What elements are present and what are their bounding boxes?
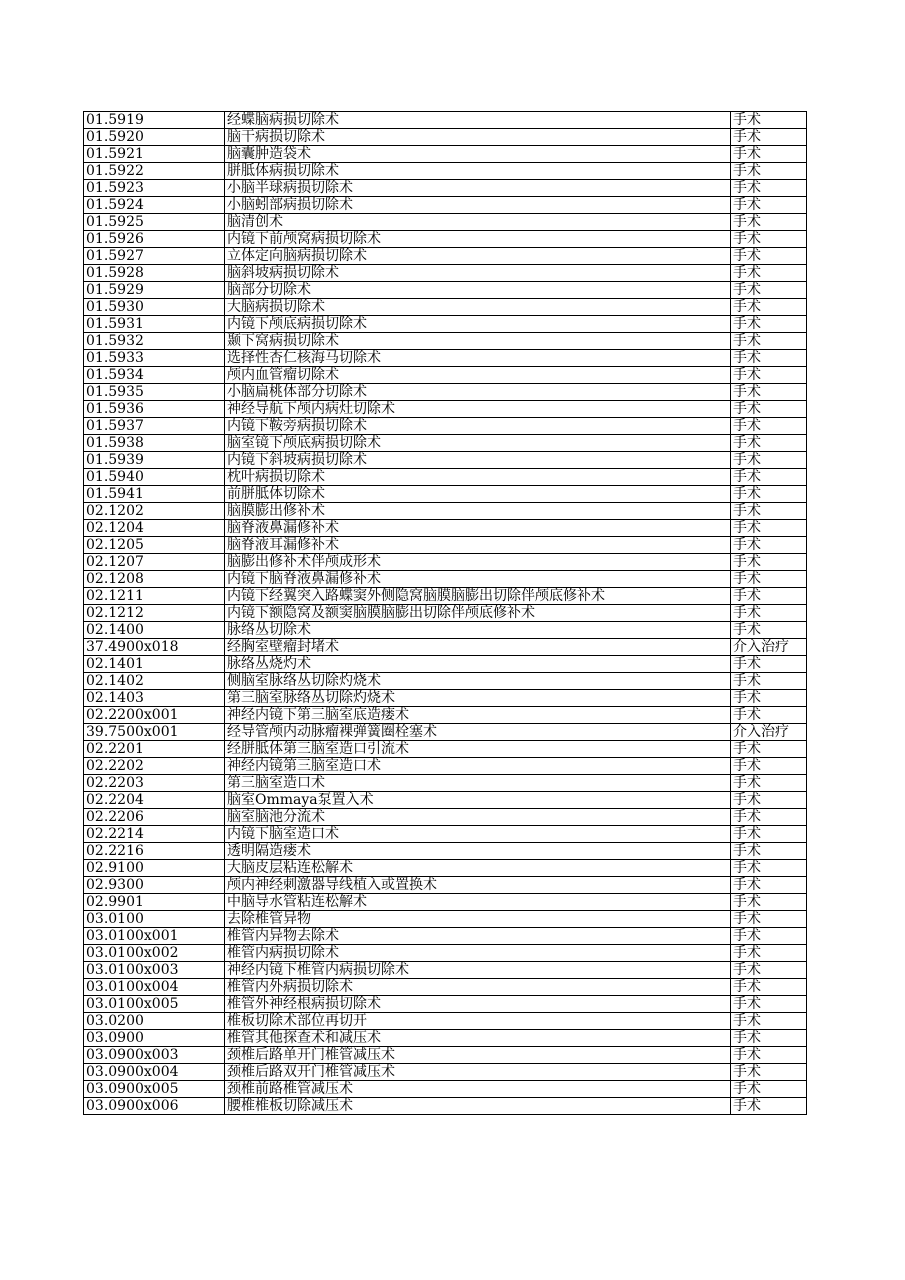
table-row: [84, 656, 807, 673]
procedure-code-cell: 01.5923: [84, 180, 225, 197]
procedure-type-cell: 手术: [731, 741, 807, 758]
procedure-code-cell: 02.1402: [84, 673, 225, 690]
procedure-code-cell: 02.1211: [84, 588, 225, 605]
procedure-code-cell: 02.1401: [84, 656, 225, 673]
table-row: [84, 452, 807, 469]
table-row: [84, 775, 807, 792]
procedure-name-cell: 脑干病损切除术: [225, 129, 731, 146]
procedure-name-cell: 腰椎椎板切除减压术: [225, 1098, 731, 1115]
procedure-code-cell: 03.0200: [84, 1013, 225, 1030]
procedure-code-cell: 01.5922: [84, 163, 225, 180]
procedure-name-cell: 脉络丛烧灼术: [225, 656, 731, 673]
table-row: [84, 945, 807, 962]
table-row: [84, 1098, 807, 1115]
table-row: [84, 537, 807, 554]
procedure-code-cell: 02.2201: [84, 741, 225, 758]
table-row: [84, 996, 807, 1013]
procedure-name-cell: 内镜下经翼突入路蝶窦外侧隐窝脑膜脑膨出切除伴颅底修补术: [225, 588, 731, 605]
procedure-name-cell: 颅内神经刺激器导线植入或置换术: [225, 877, 731, 894]
procedure-type-cell: 手术: [731, 945, 807, 962]
procedure-type-cell: 手术: [731, 554, 807, 571]
procedure-name-cell: 颈椎前路椎管减压术: [225, 1081, 731, 1098]
procedure-code-cell: 03.0100: [84, 911, 225, 928]
procedure-type-cell: 手术: [731, 435, 807, 452]
procedure-type-cell: 手术: [731, 962, 807, 979]
table-row: [84, 605, 807, 622]
procedure-code-cell: 01.5938: [84, 435, 225, 452]
procedure-code-cell: 01.5937: [84, 418, 225, 435]
procedure-code-cell: 02.1205: [84, 537, 225, 554]
procedure-type-cell: 手术: [731, 163, 807, 180]
procedure-code-cell: 02.9901: [84, 894, 225, 911]
procedure-type-cell: 手术: [731, 673, 807, 690]
table-row: [84, 299, 807, 316]
table-row: [84, 877, 807, 894]
procedure-type-cell: 手术: [731, 333, 807, 350]
procedure-name-cell: 椎管其他探查术和减压术: [225, 1030, 731, 1047]
procedure-type-cell: 手术: [731, 622, 807, 639]
procedure-code-cell: 02.1207: [84, 554, 225, 571]
table-row: [84, 758, 807, 775]
procedure-name-cell: 选择性杏仁核海马切除术: [225, 350, 731, 367]
procedure-name-cell: 脑斜坡病损切除术: [225, 265, 731, 282]
procedure-name-cell: 第三脑室脉络丛切除灼烧术: [225, 690, 731, 707]
procedure-code-cell: 01.5928: [84, 265, 225, 282]
procedure-code-cell: 02.1208: [84, 571, 225, 588]
table-row: [84, 673, 807, 690]
procedure-name-cell: 脑室镜下颅底病损切除术: [225, 435, 731, 452]
procedure-table: [83, 111, 807, 1115]
procedure-type-cell: 手术: [731, 401, 807, 418]
procedure-type-cell: 手术: [731, 129, 807, 146]
table-row: [84, 316, 807, 333]
procedure-name-cell: 去除椎管异物: [225, 911, 731, 928]
table-row: [84, 350, 807, 367]
table-row: [84, 707, 807, 724]
procedure-code-cell: 01.5940: [84, 469, 225, 486]
table-row: [84, 962, 807, 979]
procedure-name-cell: 椎管内外病损切除术: [225, 979, 731, 996]
procedure-type-cell: 手术: [731, 299, 807, 316]
procedure-type-cell: 手术: [731, 265, 807, 282]
procedure-type-cell: 手术: [731, 877, 807, 894]
procedure-name-cell: 大脑皮层粘连松解术: [225, 860, 731, 877]
procedure-name-cell: 透明隔造瘘术: [225, 843, 731, 860]
procedure-type-cell: 手术: [731, 1098, 807, 1115]
procedure-name-cell: 小脑蚓部病损切除术: [225, 197, 731, 214]
procedure-type-cell: 手术: [731, 486, 807, 503]
procedure-code-cell: 01.5919: [84, 112, 225, 129]
table-row: [84, 554, 807, 571]
procedure-type-cell: 手术: [731, 248, 807, 265]
procedure-type-cell: 手术: [731, 231, 807, 248]
table-row: [84, 894, 807, 911]
procedure-name-cell: 颅内血管瘤切除术: [225, 367, 731, 384]
table-row: [84, 418, 807, 435]
procedure-code-cell: 02.1403: [84, 690, 225, 707]
table-row: [84, 1081, 807, 1098]
table-row: [84, 860, 807, 877]
procedure-type-cell: 手术: [731, 911, 807, 928]
procedure-type-cell: 手术: [731, 843, 807, 860]
procedure-name-cell: 脑室脑池分流术: [225, 809, 731, 826]
procedure-name-cell: 神经内镜下椎管内病损切除术: [225, 962, 731, 979]
table-row: [84, 248, 807, 265]
procedure-name-cell: 脉络丛切除术: [225, 622, 731, 639]
procedure-code-cell: 01.5931: [84, 316, 225, 333]
procedure-code-cell: 02.1202: [84, 503, 225, 520]
procedure-type-cell: 手术: [731, 605, 807, 622]
procedure-code-cell: 01.5920: [84, 129, 225, 146]
procedure-code-cell: 02.2216: [84, 843, 225, 860]
table-row: [84, 792, 807, 809]
procedure-name-cell: 内镜下脑脊液鼻漏修补术: [225, 571, 731, 588]
procedure-name-cell: 椎管内异物去除术: [225, 928, 731, 945]
table-row: [84, 282, 807, 299]
table-row: [84, 1030, 807, 1047]
procedure-code-cell: 03.0900x003: [84, 1047, 225, 1064]
procedure-type-cell: 手术: [731, 1030, 807, 1047]
procedure-code-cell: 03.0900x006: [84, 1098, 225, 1115]
procedure-type-cell: 手术: [731, 1064, 807, 1081]
procedure-type-cell: 手术: [731, 690, 807, 707]
procedure-name-cell: 脑部分切除术: [225, 282, 731, 299]
table-row: [84, 622, 807, 639]
procedure-type-cell: 手术: [731, 282, 807, 299]
table-row: [84, 486, 807, 503]
procedure-code-cell: 01.5934: [84, 367, 225, 384]
procedure-type-cell: 手术: [731, 894, 807, 911]
procedure-type-cell: 手术: [731, 452, 807, 469]
procedure-type-cell: 手术: [731, 656, 807, 673]
procedure-name-cell: 脑清创术: [225, 214, 731, 231]
procedure-type-cell: 手术: [731, 384, 807, 401]
procedure-type-cell: 手术: [731, 316, 807, 333]
procedure-code-cell: 01.5930: [84, 299, 225, 316]
procedure-type-cell: 手术: [731, 367, 807, 384]
procedure-code-cell: 01.5932: [84, 333, 225, 350]
procedure-type-cell: 手术: [731, 503, 807, 520]
procedure-code-cell: 37.4900x018: [84, 639, 225, 656]
procedure-type-cell: 手术: [731, 707, 807, 724]
procedure-name-cell: 经导管颅内动脉瘤裸弹簧圈栓塞术: [225, 724, 731, 741]
procedure-code-cell: 02.1204: [84, 520, 225, 537]
procedure-code-cell: 03.0900: [84, 1030, 225, 1047]
procedure-type-cell: 手术: [731, 469, 807, 486]
procedure-name-cell: 内镜下额隐窝及额窦脑膜脑膨出切除伴颅底修补术: [225, 605, 731, 622]
table-row: [84, 571, 807, 588]
table-row: [84, 435, 807, 452]
procedure-code-cell: 01.5933: [84, 350, 225, 367]
procedure-name-cell: 小脑半球病损切除术: [225, 180, 731, 197]
procedure-type-cell: 手术: [731, 537, 807, 554]
procedure-name-cell: 椎管外神经根病损切除术: [225, 996, 731, 1013]
procedure-name-cell: 内镜下脑室造口术: [225, 826, 731, 843]
procedure-type-cell: 手术: [731, 1013, 807, 1030]
table-row: [84, 401, 807, 418]
procedure-name-cell: 脑脊液耳漏修补术: [225, 537, 731, 554]
procedure-name-cell: 前胼胝体切除术: [225, 486, 731, 503]
procedure-code-cell: 02.2200x001: [84, 707, 225, 724]
table-row: [84, 1013, 807, 1030]
procedure-type-cell: 手术: [731, 214, 807, 231]
procedure-type-cell: 介入治疗: [731, 724, 807, 741]
procedure-type-cell: 手术: [731, 571, 807, 588]
procedure-code-cell: 01.5926: [84, 231, 225, 248]
procedure-type-cell: 手术: [731, 197, 807, 214]
table-row: [84, 520, 807, 537]
procedure-name-cell: 神经导航下颅内病灶切除术: [225, 401, 731, 418]
procedure-name-cell: 神经内镜下第三脑室底造瘘术: [225, 707, 731, 724]
procedure-code-cell: 02.9300: [84, 877, 225, 894]
table-row: [84, 690, 807, 707]
procedure-table-body: [84, 112, 807, 1115]
table-row: [84, 503, 807, 520]
procedure-name-cell: 经蝶脑病损切除术: [225, 112, 731, 129]
table-row: [84, 197, 807, 214]
procedure-code-cell: 01.5925: [84, 214, 225, 231]
procedure-type-cell: 手术: [731, 350, 807, 367]
table-row: [84, 469, 807, 486]
table-row: [84, 741, 807, 758]
procedure-code-cell: 02.1400: [84, 622, 225, 639]
procedure-name-cell: 中脑导水管粘连松解术: [225, 894, 731, 911]
procedure-code-cell: 02.9100: [84, 860, 225, 877]
procedure-name-cell: 胼胝体病损切除术: [225, 163, 731, 180]
procedure-code-cell: 39.7500x001: [84, 724, 225, 741]
procedure-type-cell: 手术: [731, 792, 807, 809]
procedure-type-cell: 手术: [731, 996, 807, 1013]
procedure-name-cell: 颈椎后路单开门椎管减压术: [225, 1047, 731, 1064]
procedure-code-cell: 02.2214: [84, 826, 225, 843]
table-row: [84, 367, 807, 384]
procedure-name-cell: 大脑病损切除术: [225, 299, 731, 316]
procedure-type-cell: 手术: [731, 928, 807, 945]
procedure-name-cell: 脑脊液鼻漏修补术: [225, 520, 731, 537]
table-row: [84, 146, 807, 163]
procedure-name-cell: 脑膜膨出修补术: [225, 503, 731, 520]
procedure-type-cell: 手术: [731, 758, 807, 775]
procedure-code-cell: 02.2204: [84, 792, 225, 809]
procedure-name-cell: 侧脑室脉络丛切除灼烧术: [225, 673, 731, 690]
procedure-name-cell: 枕叶病损切除术: [225, 469, 731, 486]
table-row: [84, 911, 807, 928]
table-row: [84, 826, 807, 843]
table-row: [84, 129, 807, 146]
procedure-name-cell: 椎板切除术部位再切开: [225, 1013, 731, 1030]
procedure-code-cell: 01.5941: [84, 486, 225, 503]
table-row: [84, 1064, 807, 1081]
table-row: [84, 1047, 807, 1064]
table-row: [84, 724, 807, 741]
procedure-code-cell: 03.0100x004: [84, 979, 225, 996]
procedure-code-cell: 03.0900x004: [84, 1064, 225, 1081]
procedure-type-cell: 手术: [731, 809, 807, 826]
procedure-name-cell: 内镜下颅底病损切除术: [225, 316, 731, 333]
procedure-name-cell: 小脑扁桃体部分切除术: [225, 384, 731, 401]
procedure-type-cell: 手术: [731, 860, 807, 877]
table-row: [84, 979, 807, 996]
procedure-code-cell: 01.5936: [84, 401, 225, 418]
procedure-name-cell: 内镜下前颅窝病损切除术: [225, 231, 731, 248]
table-row: [84, 809, 807, 826]
procedure-code-cell: 01.5921: [84, 146, 225, 163]
procedure-type-cell: 手术: [731, 146, 807, 163]
procedure-code-cell: 02.1212: [84, 605, 225, 622]
procedure-name-cell: 内镜下斜坡病损切除术: [225, 452, 731, 469]
procedure-name-cell: 立体定向脑病损切除术: [225, 248, 731, 265]
procedure-name-cell: 椎管内病损切除术: [225, 945, 731, 962]
procedure-type-cell: 手术: [731, 112, 807, 129]
procedure-name-cell: 神经内镜第三脑室造口术: [225, 758, 731, 775]
table-row: [84, 112, 807, 129]
table-row: [84, 639, 807, 656]
procedure-code-cell: 01.5929: [84, 282, 225, 299]
procedure-name-cell: 颈椎后路双开门椎管减压术: [225, 1064, 731, 1081]
table-row: [84, 180, 807, 197]
procedure-code-cell: 01.5935: [84, 384, 225, 401]
table-row: [84, 265, 807, 282]
table-row: [84, 163, 807, 180]
procedure-code-cell: 03.0100x005: [84, 996, 225, 1013]
procedure-name-cell: 颞下窝病损切除术: [225, 333, 731, 350]
procedure-name-cell: 经胸室壁瘤封堵术: [225, 639, 731, 656]
procedure-name-cell: 脑囊肿造袋术: [225, 146, 731, 163]
table-row: [84, 384, 807, 401]
procedure-code-cell: 01.5927: [84, 248, 225, 265]
procedure-code-cell: 01.5924: [84, 197, 225, 214]
procedure-type-cell: 手术: [731, 979, 807, 996]
procedure-type-cell: 手术: [731, 826, 807, 843]
procedure-type-cell: 介入治疗: [731, 639, 807, 656]
table-row: [84, 843, 807, 860]
table-row: [84, 928, 807, 945]
procedure-type-cell: 手术: [731, 1047, 807, 1064]
procedure-code-cell: 03.0100x003: [84, 962, 225, 979]
procedure-name-cell: 经胼胝体第三脑室造口引流术: [225, 741, 731, 758]
table-row: [84, 333, 807, 350]
procedure-code-cell: 03.0100x002: [84, 945, 225, 962]
procedure-type-cell: 手术: [731, 588, 807, 605]
procedure-type-cell: 手术: [731, 418, 807, 435]
procedure-name-cell: 脑室Ommaya泵置入术: [225, 792, 731, 809]
table-row: [84, 214, 807, 231]
procedure-type-cell: 手术: [731, 1081, 807, 1098]
procedure-code-cell: 02.2206: [84, 809, 225, 826]
procedure-code-cell: 03.0100x001: [84, 928, 225, 945]
table-row: [84, 588, 807, 605]
procedure-name-cell: 内镜下鞍旁病损切除术: [225, 418, 731, 435]
procedure-type-cell: 手术: [731, 180, 807, 197]
procedure-type-cell: 手术: [731, 520, 807, 537]
procedure-type-cell: 手术: [731, 775, 807, 792]
table-row: [84, 231, 807, 248]
procedure-code-cell: 03.0900x005: [84, 1081, 225, 1098]
procedure-code-cell: 01.5939: [84, 452, 225, 469]
procedure-name-cell: 脑膨出修补术伴颅成形术: [225, 554, 731, 571]
procedure-name-cell: 第三脑室造口术: [225, 775, 731, 792]
procedure-code-cell: 02.2203: [84, 775, 225, 792]
procedure-code-cell: 02.2202: [84, 758, 225, 775]
